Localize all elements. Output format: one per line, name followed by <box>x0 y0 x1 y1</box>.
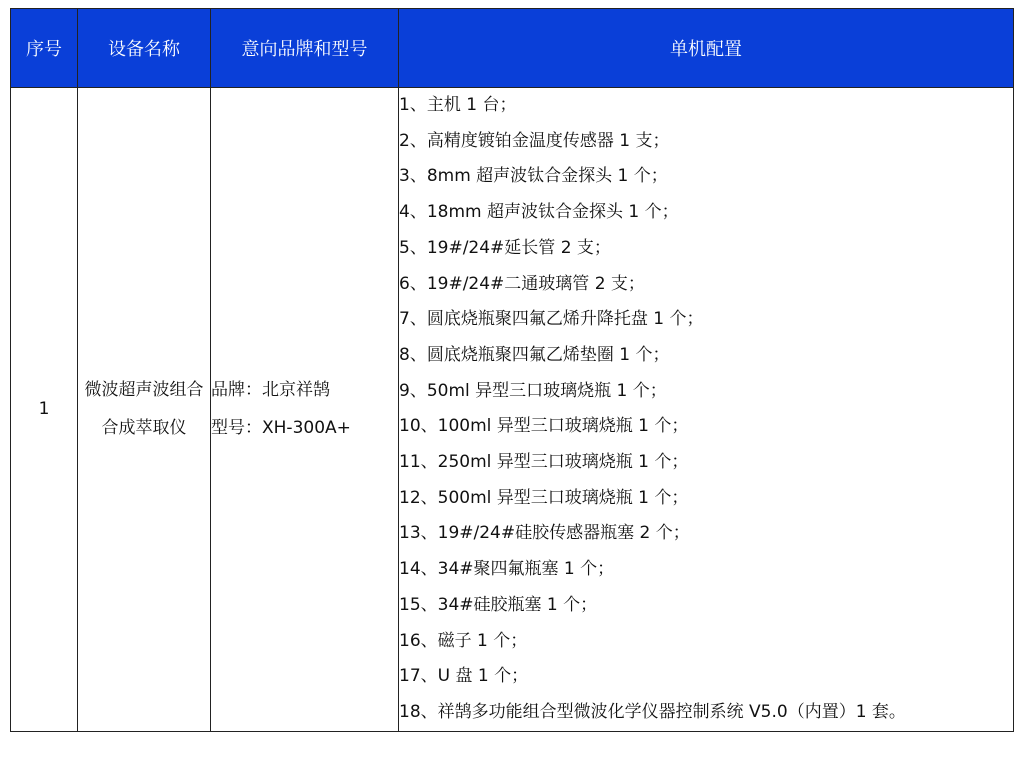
config-item: 14、34#聚四氟瓶塞 1 个； <box>399 559 615 580</box>
header-index: 序号 <box>11 9 78 88</box>
config-item: 10、100ml 异型三口玻璃烧瓶 1 个； <box>399 416 689 437</box>
config-item: 3、8mm 超声波钛合金探头 1 个； <box>399 166 668 187</box>
config-item: 16、磁子 1 个； <box>399 630 528 651</box>
brand-text: 品牌：北京祥鹄 <box>211 380 330 401</box>
config-item: 17、U 盘 1 个； <box>399 666 529 687</box>
config-list <box>399 88 1013 731</box>
row-index: 1 <box>11 88 78 732</box>
header-config: 单机配置 <box>399 9 1014 88</box>
config-cell <box>399 88 1014 732</box>
brand-model-cell <box>211 88 399 732</box>
config-item: 13、19#/24#硅胶传感器瓶塞 2 个； <box>399 523 690 544</box>
header-brand-model: 意向品牌和型号 <box>211 9 399 88</box>
config-item: 15、34#硅胶瓶塞 1 个； <box>399 594 598 615</box>
config-item: 1、主机 1 台； <box>399 95 517 115</box>
config-item: 8、圆底烧瓶聚四氟乙烯垫圈 1 个； <box>399 344 670 365</box>
equipment-config-table <box>10 8 1014 732</box>
model-text: 型号：XH-300A+ <box>211 418 351 439</box>
table-header-row <box>11 9 1014 88</box>
config-item: 2、高精度镀铂金温度传感器 1 支； <box>399 130 670 151</box>
config-item: 9、50ml 异型三口玻璃烧瓶 1 个； <box>399 380 667 401</box>
device-name: 微波超声波组合合成萃取仪 <box>78 88 211 732</box>
config-item: 4、18mm 超声波钛合金探头 1 个； <box>399 202 679 223</box>
config-item: 6、19#/24#二通玻璃管 2 支； <box>399 273 645 294</box>
header-device-name: 设备名称 <box>78 9 211 88</box>
config-item: 5、19#/24#延长管 2 支； <box>399 237 611 258</box>
config-item: 12、500ml 异型三口玻璃烧瓶 1 个； <box>399 487 689 508</box>
table-row <box>11 88 1014 732</box>
config-item: 18、祥鹄多功能组合型微波化学仪器控制系统 V5.0（内置）1 套。 <box>399 701 906 722</box>
config-item: 7、圆底烧瓶聚四氟乙烯升降托盘 1 个； <box>399 309 704 330</box>
config-item: 11、250ml 异型三口玻璃烧瓶 1 个； <box>399 452 689 473</box>
